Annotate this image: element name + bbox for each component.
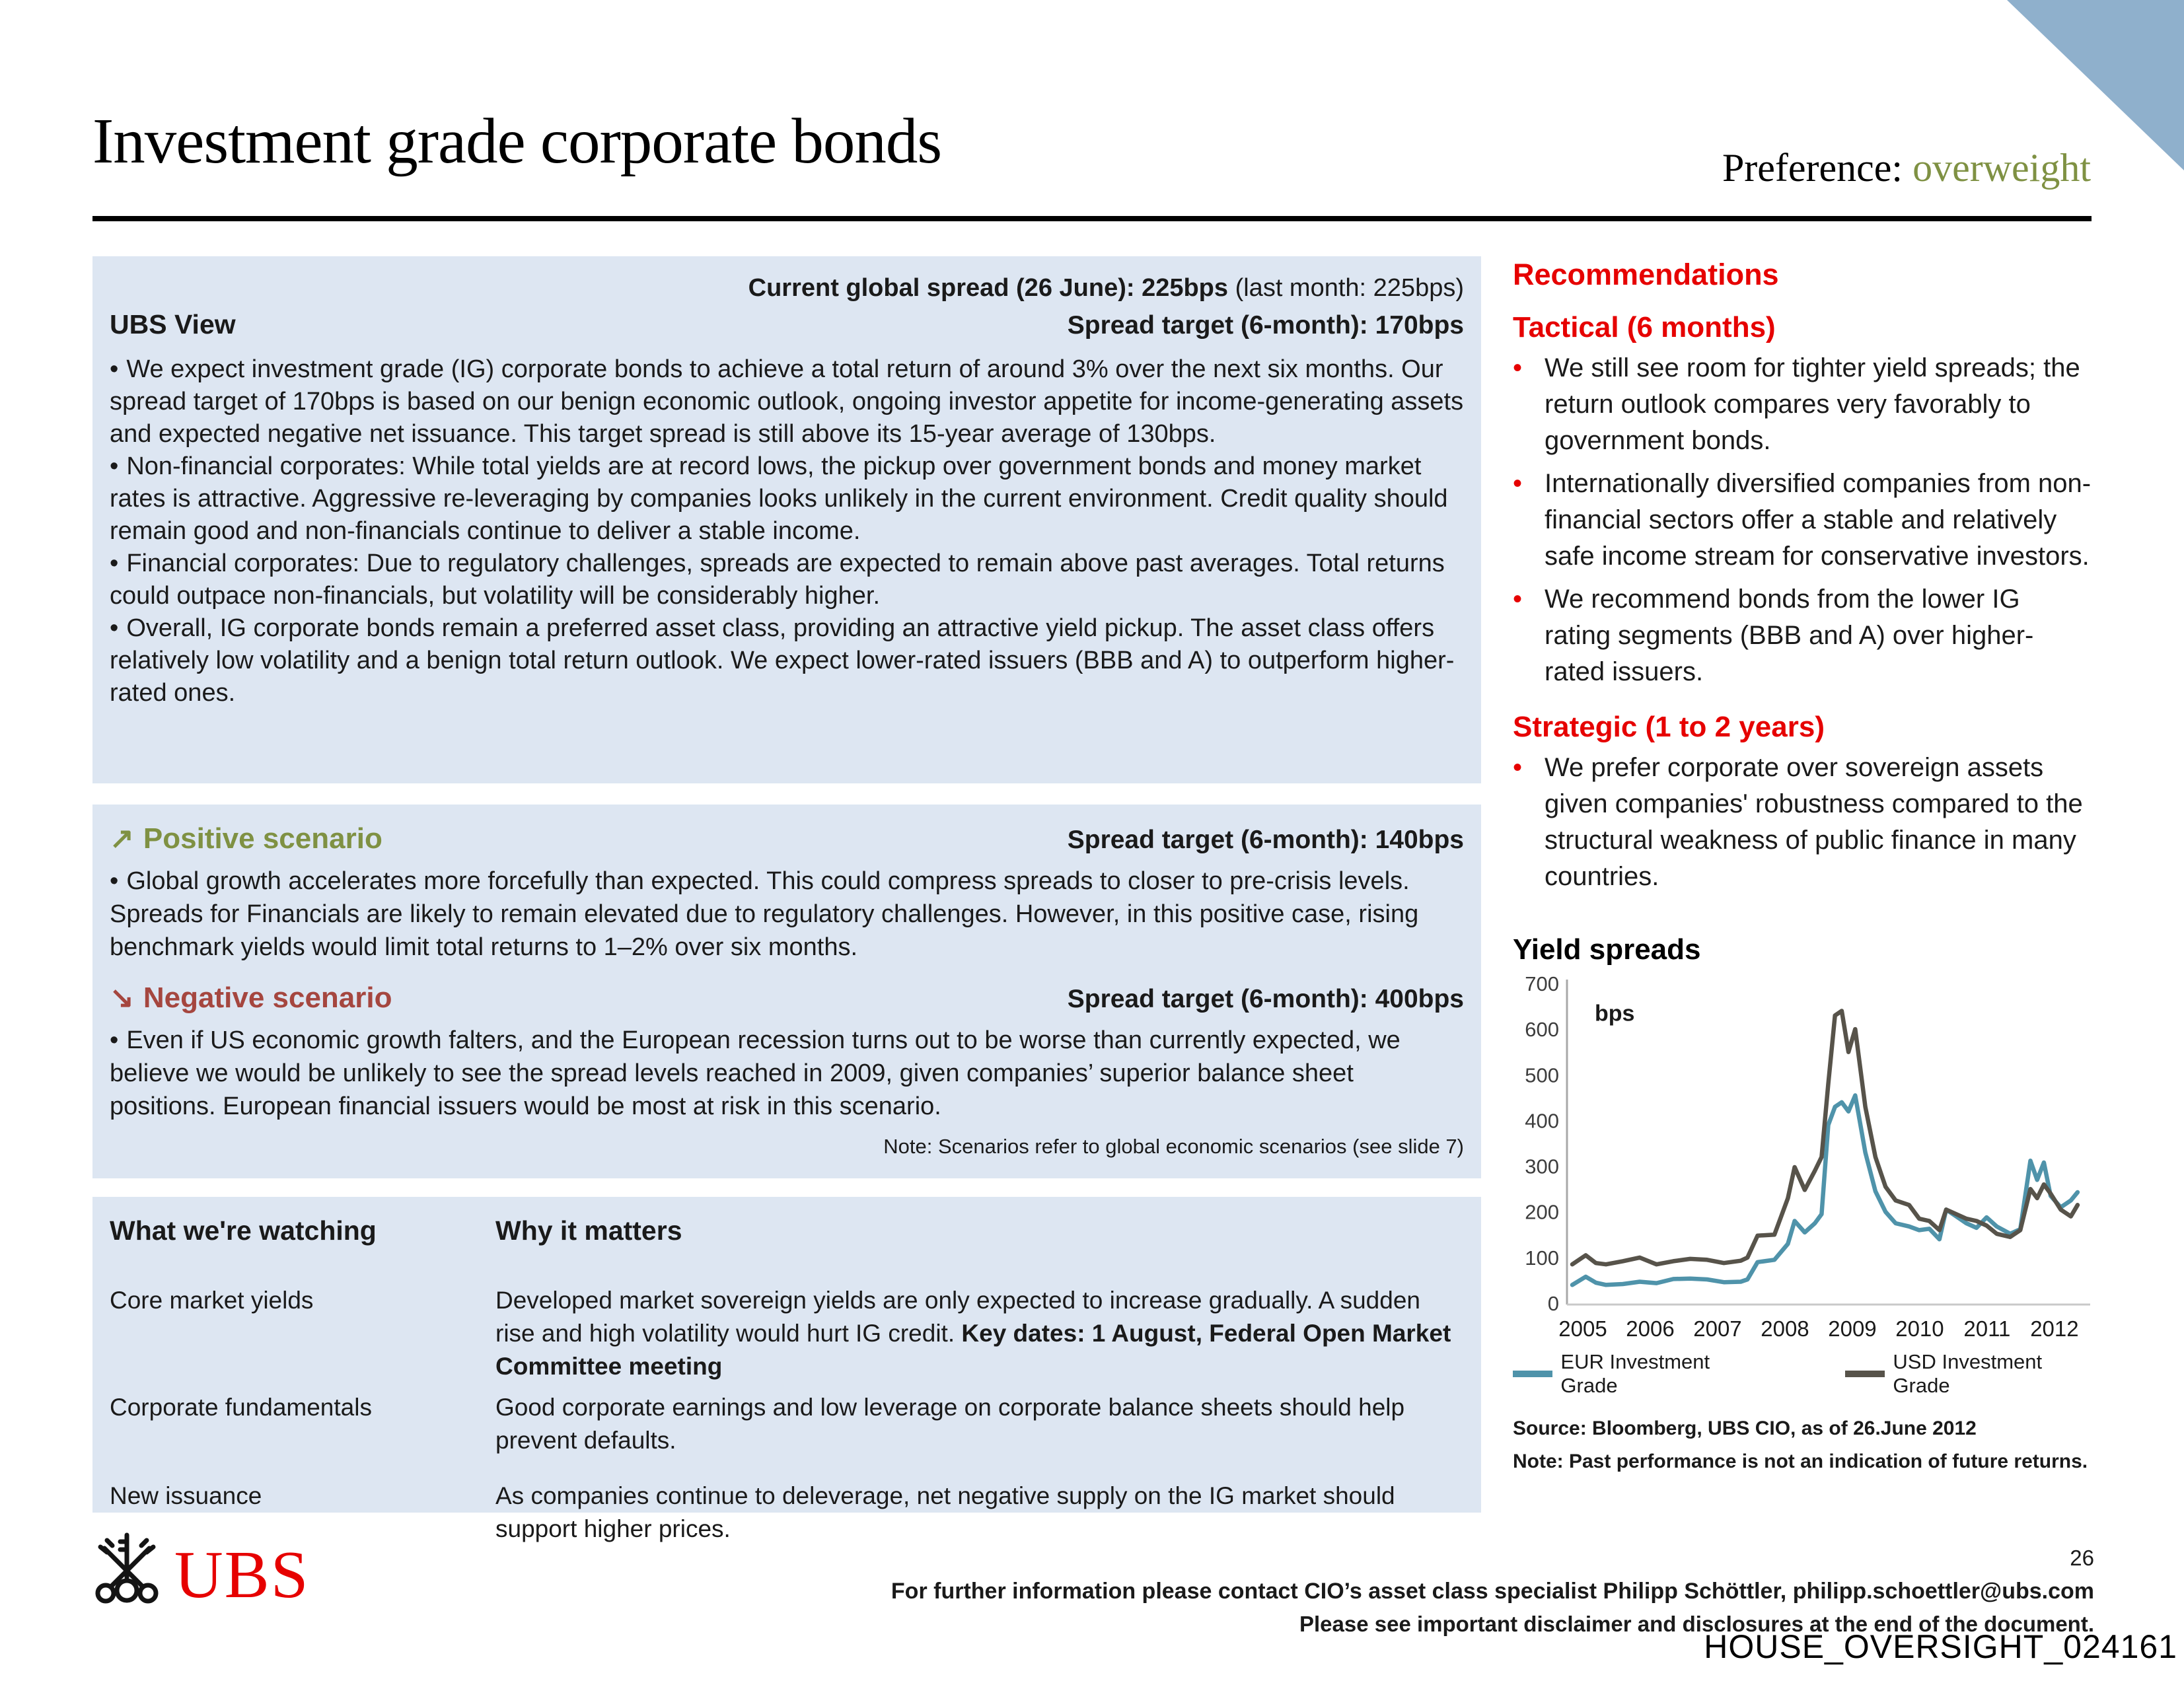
oversight-watermark: HOUSE_OVERSIGHT_024161 <box>1704 1628 2177 1665</box>
svg-text:2005: 2005 <box>1558 1316 1607 1341</box>
svg-text:600: 600 <box>1525 1018 1559 1042</box>
legend-item-eur: EUR Investment Grade <box>1513 1350 1761 1398</box>
ubs-view-bullet: • We expect investment grade (IG) corporate bonds to achieve a total return of around 3% over the next six months. Our spread target of 170bps is based on our benign economic outlook, ongoing investor appetite for income-generating assets and expected negative net issuance. This target spread is still above its 15-year average of 130bps. <box>110 355 1464 448</box>
preference-value: overweight <box>1912 146 2091 190</box>
page-title: Investment grade corporate bonds <box>92 106 942 176</box>
bullet-icon: • <box>110 614 119 642</box>
svg-text:100: 100 <box>1525 1246 1559 1270</box>
positive-scenario-header <box>110 822 1464 855</box>
negative-spread-target: Spread target (6-month): 400bps <box>1067 985 1464 1013</box>
arrow-down-right-icon: ↘ <box>110 982 134 1014</box>
svg-text:200: 200 <box>1525 1200 1559 1224</box>
scenarios-box <box>92 805 1481 1178</box>
table-row <box>110 1391 1464 1457</box>
svg-text:2012: 2012 <box>2030 1316 2079 1341</box>
bullet-icon: • <box>1513 753 1523 782</box>
watching-header-row <box>110 1214 1464 1247</box>
line-chart <box>1513 974 2092 1344</box>
scenarios-note: Note: Scenarios refer to global economic scenarios (see slide 7) <box>883 1135 1464 1158</box>
preference-line <box>1722 145 2091 191</box>
bullet-icon: • <box>110 550 119 577</box>
watch-why: Developed market sovereign yields are only expected to increase gradually. A sudden rise and high volatility would hurt IG credit. Key dates: 1 August, Federal Open Market Committee meeting <box>495 1287 1451 1380</box>
negative-scenario-header <box>110 981 1464 1015</box>
list-item: • Internationally diversified companies from non-financial sectors offer a stable and relatively safe income stream for conservative investors. <box>1513 466 2093 575</box>
bullet-icon: • <box>1513 469 1523 498</box>
watching-box <box>92 1197 1481 1542</box>
bullet-icon: • <box>1513 353 1523 382</box>
positive-spread-target: Spread target (6-month): 140bps <box>1067 826 1464 854</box>
watching-col2-header: Why it matters <box>495 1215 682 1246</box>
svg-text:2011: 2011 <box>1963 1316 2011 1341</box>
svg-text:2008: 2008 <box>1761 1316 1809 1341</box>
ubs-view-bullet: • Financial corporates: Due to regulatory challenges, spreads are expected to remain above past averages. Total returns could outpace non-financials, but volatility will be considerably higher. <box>110 550 1445 610</box>
usd-line-swatch <box>1845 1371 1885 1377</box>
header-divider <box>92 216 2092 221</box>
negative-scenario-text: • Even if US economic growth falters, and the European recession turns out to be worse than currently expected, we believe we would be unlikely to see the spread levels reached in 2009, given companies’ superior balance sheet positions. European financial issuers would be most at risk in this scenario. <box>110 1026 1401 1120</box>
ubs-wordmark: UBS <box>174 1538 310 1612</box>
bullet-icon: • <box>110 452 119 480</box>
ubs-view-box <box>92 256 1481 783</box>
ubs-view-bullet: • Non-financial corporates: While total yields are at record lows, the pickup over government bonds and money market rates is attractive. Aggressive re-leveraging by companies looks unlikely in the current environment. Credit quality should remain good and non-financials continue to deliver a stable income. <box>110 452 1448 545</box>
strategic-title: Strategic (1 to 2 years) <box>1513 711 1825 743</box>
chart-legend <box>1513 1350 2093 1398</box>
positive-scenario-title: ↗ Positive scenario <box>110 822 382 855</box>
table-row <box>110 1480 1464 1546</box>
svg-text:500: 500 <box>1525 1063 1559 1087</box>
ubs-view-spread-target: Spread target (6-month): 170bps <box>1067 311 1464 340</box>
svg-text:0: 0 <box>1547 1292 1559 1315</box>
svg-text:300: 300 <box>1525 1155 1559 1178</box>
svg-text:bps: bps <box>1595 1001 1635 1026</box>
page-number: 26 <box>2070 1546 2094 1570</box>
svg-text:2006: 2006 <box>1626 1316 1675 1341</box>
ubs-keys-icon <box>92 1531 161 1609</box>
bullet-icon: • <box>1513 585 1523 614</box>
chart-title: Yield spreads <box>1513 933 1701 966</box>
ubs-view-bullets <box>110 353 1464 709</box>
svg-text:2010: 2010 <box>1895 1316 1944 1341</box>
ubs-view-title: UBS View <box>110 309 236 340</box>
recommendations-title: Recommendations <box>1513 258 1779 291</box>
svg-text:400: 400 <box>1525 1109 1559 1133</box>
legend-item-usd: USD Investment Grade <box>1845 1350 2093 1398</box>
ubs-view-bullet: • Overall, IG corporate bonds remain a preferred asset class, providing an attractive yield pickup. The asset class offers relatively low volatility and a benign total return outlook. We expect lower-rated issuers (BBB and A) to outperform higher-rated ones. <box>110 614 1455 707</box>
list-item: • We prefer corporate over sovereign assets given companies' robustness compared to the structural weakness of public finance in many countries. <box>1513 750 2093 895</box>
watch-why: Good corporate earnings and low leverage on corporate balance sheets should help prevent defaults. <box>495 1394 1405 1454</box>
ubs-logo <box>92 1531 310 1612</box>
tactical-title: Tactical (6 months) <box>1513 311 1776 343</box>
preference-label: Preference: <box>1722 146 1913 190</box>
recommendations-sidebar <box>1513 259 2093 1473</box>
table-row <box>110 1284 1464 1383</box>
contact-line: For further information please contact CIO’s asset class specialist Philipp Schöttler, philipp.schoettler@ubs.com <box>891 1579 2094 1604</box>
eur-line-swatch <box>1513 1371 1552 1377</box>
arrow-up-right-icon: ↗ <box>110 822 134 855</box>
watch-item: Core market yields <box>110 1287 314 1314</box>
ubs-view-header-row <box>110 309 1464 340</box>
bullet-icon: • <box>110 1026 119 1054</box>
watch-item: Corporate fundamentals <box>110 1394 372 1421</box>
disclaimer-line: Please see important disclaimer and disclosures at the end of the document. <box>1299 1612 2094 1636</box>
svg-text:2007: 2007 <box>1693 1316 1742 1341</box>
yield-spreads-chart <box>1513 974 2093 1473</box>
svg-text:700: 700 <box>1525 974 1559 995</box>
watch-item: New issuance <box>110 1482 262 1509</box>
watching-col1-header: What we're watching <box>110 1215 377 1246</box>
bullet-icon: • <box>110 867 119 895</box>
bullet-icon: • <box>110 355 119 383</box>
negative-scenario-title: ↘ Negative scenario <box>110 982 392 1014</box>
current-spread-rest: (last month: 225bps) <box>1228 274 1464 302</box>
positive-scenario-text: • Global growth accelerates more forcefully than expected. This could compress spreads to closer to pre-crisis levels. Spreads for Financials are likely to remain elevated due to regulatory challenges. However, in this positive case, rising benchmark yields would limit total returns to 1–2% over six months. <box>110 867 1419 961</box>
chart-note: Note: Past performance is not an indication of future returns. <box>1513 1450 2088 1472</box>
current-spread-bold: Current global spread (26 June): 225bps <box>748 274 1229 302</box>
list-item: • We still see room for tighter yield spreads; the return outlook compares very favorably to government bonds. <box>1513 350 2093 459</box>
chart-source: Source: Bloomberg, UBS CIO, as of 26.June 2012 <box>1513 1417 1977 1439</box>
watch-why: As companies continue to deleverage, net negative supply on the IG market should support higher prices. <box>495 1482 1395 1542</box>
svg-text:2009: 2009 <box>1828 1316 1877 1341</box>
current-spread-line <box>110 273 1464 303</box>
list-item: • We recommend bonds from the lower IG rating segments (BBB and A) over higher-rated issuers. <box>1513 581 2093 690</box>
